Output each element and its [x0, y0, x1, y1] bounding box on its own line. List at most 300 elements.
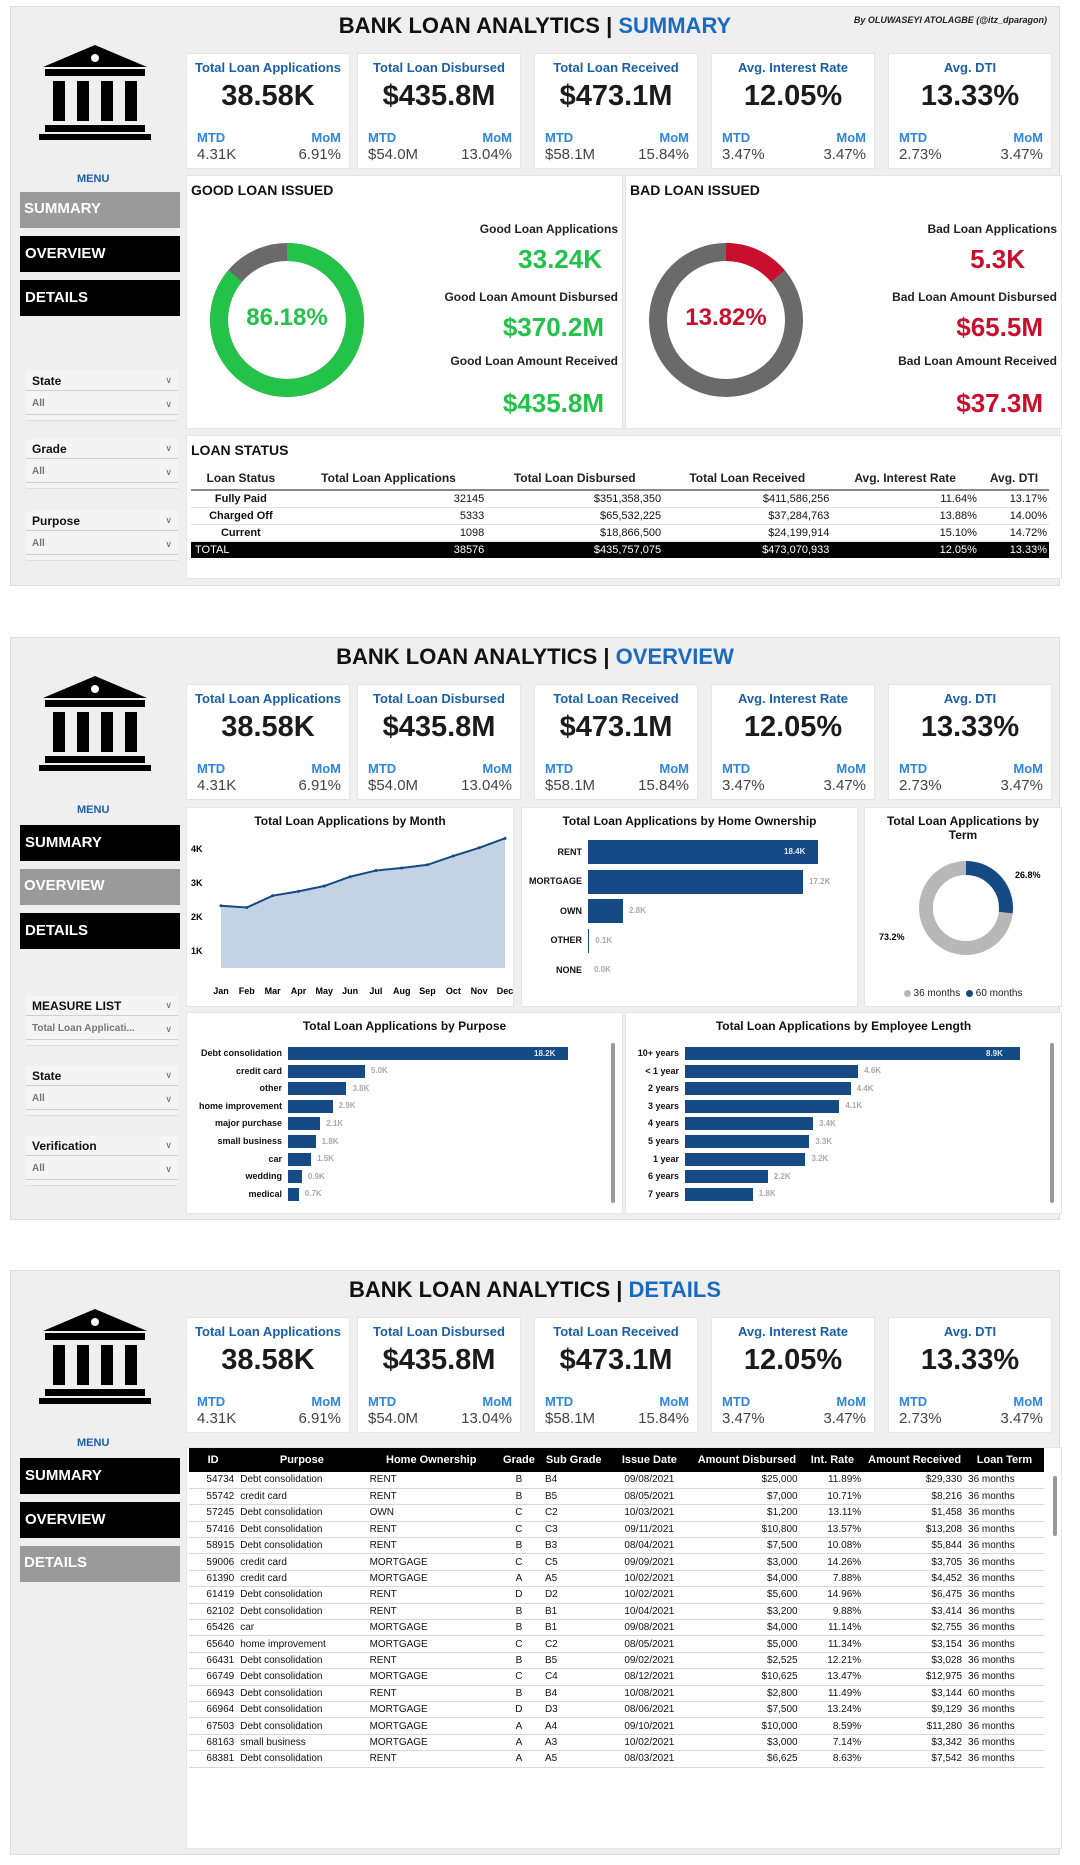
column-header[interactable]: Avg. DTI [979, 466, 1049, 490]
term-donut-chart [865, 808, 1063, 1008]
category-label: 6 years [647, 1171, 679, 1182]
table-cell: $3,028 [864, 1652, 965, 1668]
total-cell: $435,757,075 [486, 541, 663, 558]
kpi-mtd-label: MTD [368, 130, 397, 145]
bar[interactable] [685, 1047, 1020, 1060]
table-cell: $3,414 [864, 1603, 965, 1619]
kpi-title: Avg. DTI [943, 60, 997, 75]
table-cell: $37,284,763 [663, 507, 831, 524]
kpi-card [888, 1317, 1052, 1433]
table-cell: credit card [237, 1554, 366, 1570]
table-cell: 36 months [965, 1554, 1044, 1570]
bank-logo-icon [39, 41, 151, 141]
bar-value-label: 4.6K [864, 1066, 882, 1076]
category-label: credit card [235, 1065, 282, 1076]
slicer-value[interactable]: All [26, 393, 178, 415]
data-point[interactable] [323, 885, 326, 888]
bar[interactable] [288, 1170, 302, 1183]
table-cell: 36 months [965, 1587, 1044, 1603]
table-cell: 66431 [189, 1652, 237, 1668]
scrollbar[interactable] [611, 1043, 615, 1203]
table-cell: $13,208 [864, 1521, 965, 1537]
data-point[interactable] [245, 906, 248, 909]
table-cell: C [496, 1554, 542, 1570]
kpi-mom-value: 13.04% [461, 1410, 512, 1427]
kpi-mom-label: MoM [1013, 130, 1043, 145]
nav-details-button[interactable]: DETAILS [20, 913, 180, 949]
details-page [10, 1270, 1060, 1855]
table-cell: 5333 [291, 507, 487, 524]
table-cell: MORTGAGE [367, 1734, 496, 1750]
kpi-card [888, 684, 1052, 800]
table-row[interactable] [189, 1488, 1044, 1504]
x-tick-label: May [315, 986, 334, 996]
kpi-title: Avg. Interest Rate [737, 1324, 849, 1339]
kpi-mtd-label: MTD [722, 1394, 751, 1409]
category-label: RENT [557, 846, 582, 857]
bar[interactable] [685, 1188, 753, 1201]
table-cell: D2 [542, 1587, 606, 1603]
x-tick-label: Dec [496, 986, 514, 996]
column-header[interactable]: Loan Status [191, 466, 291, 490]
x-tick-label: Aug [392, 986, 411, 996]
table-cell: B4 [542, 1472, 606, 1488]
table-cell: $6,625 [693, 1751, 800, 1767]
column-header[interactable]: Total Loan Received [663, 466, 831, 490]
kpi-mom-value: 13.04% [461, 777, 512, 794]
data-point[interactable] [271, 894, 274, 897]
bar-value-label: 1.5K [317, 1154, 334, 1164]
table-cell: B1 [542, 1603, 606, 1619]
kpi-mom-value: 15.84% [638, 146, 689, 163]
state-slicer[interactable] [26, 1066, 178, 1116]
kpi-mtd-value: 3.47% [722, 1410, 765, 1427]
table-row[interactable] [189, 1701, 1044, 1717]
chevron-down-icon[interactable]: ∨ [165, 1000, 172, 1010]
scrollbar[interactable] [1050, 1043, 1054, 1203]
category-label: 10+ years [637, 1048, 679, 1058]
legend-36-label: 36 months [913, 988, 961, 999]
data-point[interactable] [452, 854, 455, 857]
kpi-mom-label: MoM [836, 1394, 866, 1409]
kpi-title: Avg. Interest Rate [737, 60, 849, 75]
bar-value-label: 17.2K [809, 876, 831, 886]
bar[interactable] [588, 870, 803, 894]
kpi-mtd-value: 2.73% [899, 777, 942, 794]
table-cell: Debt consolidation [237, 1505, 366, 1521]
category-label: 2 years [647, 1083, 679, 1094]
kpi-mom-value: 6.91% [298, 146, 341, 163]
nav-summary-button[interactable]: SUMMARY [20, 192, 180, 228]
table-row[interactable] [191, 507, 1049, 524]
table-cell: A5 [542, 1570, 606, 1586]
nav-overview-button[interactable]: OVERVIEW [20, 869, 180, 905]
table-cell: $3,705 [864, 1554, 965, 1570]
kpi-mom-label: MoM [659, 1394, 689, 1409]
data-point[interactable] [478, 846, 481, 849]
table-cell: $9,129 [864, 1701, 965, 1717]
table-cell: Debt consolidation [237, 1718, 366, 1734]
chevron-down-icon[interactable]: ∨ [165, 443, 172, 453]
slicer-value[interactable]: All [26, 1088, 178, 1110]
bar-value-label: 18.2K [534, 1048, 556, 1058]
table-cell: 36 months [965, 1718, 1044, 1734]
table-cell: 36 months [965, 1472, 1044, 1488]
menu-label: MENU [77, 1437, 110, 1449]
kpi-value: $435.8M [382, 80, 496, 112]
table-row[interactable] [189, 1669, 1044, 1685]
verification-slicer[interactable] [26, 1136, 178, 1186]
table-row[interactable] [189, 1652, 1044, 1668]
column-header[interactable]: Int. Rate [801, 1448, 865, 1472]
table-cell: $2,755 [864, 1620, 965, 1636]
category-label: < 1 year [645, 1065, 679, 1076]
bar-value-label: 5.0K [370, 1066, 388, 1076]
table-cell: A [496, 1734, 542, 1750]
table-cell: 09/02/2021 [606, 1652, 694, 1668]
table-cell: 13.88% [831, 507, 979, 524]
table-row[interactable] [189, 1521, 1044, 1537]
bar-value-label: 2.2K [773, 1171, 791, 1181]
category-label: Debt consolidation [201, 1048, 282, 1058]
data-point[interactable] [297, 890, 300, 893]
table-cell: $5,600 [693, 1587, 800, 1603]
table-row[interactable] [189, 1620, 1044, 1636]
table-cell: 61390 [189, 1570, 237, 1586]
table-row[interactable] [189, 1734, 1044, 1750]
kpi-title: Total Loan Disbursed [373, 1324, 505, 1339]
bar[interactable] [685, 1117, 813, 1130]
table-cell: RENT [367, 1521, 496, 1537]
table-cell: 36 months [965, 1488, 1044, 1504]
good-loan-heading: GOOD LOAN ISSUED [191, 182, 334, 198]
category-label: 7 years [647, 1188, 679, 1199]
month-area-chart [187, 808, 515, 1008]
grade-slicer[interactable] [26, 439, 178, 489]
table-cell: $7,500 [693, 1538, 800, 1554]
bar[interactable] [588, 929, 589, 953]
bar-value-label: 2.1K [326, 1118, 344, 1128]
table-cell: $4,000 [693, 1620, 800, 1636]
kpi-card [711, 1317, 875, 1433]
table-row[interactable] [189, 1538, 1044, 1554]
column-header[interactable]: Grade [496, 1448, 542, 1472]
table-cell: 36 months [965, 1636, 1044, 1652]
page-title: BANK LOAN ANALYTICS | SUMMARY [338, 13, 732, 38]
table-cell: home improvement [237, 1636, 366, 1652]
table-row[interactable] [189, 1636, 1044, 1652]
good-recv-value: $435.8M [502, 388, 604, 418]
table-cell: 59006 [189, 1554, 237, 1570]
table-cell: 65640 [189, 1636, 237, 1652]
kpi-mom-value: 6.91% [298, 1410, 341, 1427]
chevron-down-icon[interactable]: ∨ [165, 1164, 172, 1174]
table-row[interactable] [189, 1472, 1044, 1488]
bar[interactable] [288, 1047, 568, 1060]
table-cell: 8.63% [801, 1751, 865, 1767]
table-cell: RENT [367, 1751, 496, 1767]
kpi-mom-label: MoM [482, 130, 512, 145]
loan-status-table [191, 466, 1049, 558]
bar[interactable] [685, 1135, 809, 1148]
bar-value-label: 3.3K [815, 1136, 833, 1146]
table-cell: $18,866,500 [486, 524, 663, 541]
bar[interactable] [288, 1065, 365, 1078]
table-cell: D3 [542, 1701, 606, 1717]
table-cell: C5 [542, 1554, 606, 1570]
kpi-mtd-value: 4.31K [197, 1410, 237, 1427]
table-cell: 57245 [189, 1505, 237, 1521]
chevron-down-icon[interactable]: ∨ [165, 375, 172, 385]
column-header[interactable]: Total Loan Applications [291, 466, 487, 490]
bank-logo-icon [39, 672, 151, 772]
column-header[interactable]: ID [189, 1448, 237, 1472]
table-cell: $3,144 [864, 1685, 965, 1701]
kpi-card [186, 1317, 350, 1433]
bar[interactable] [288, 1117, 320, 1130]
column-header[interactable]: Issue Date [606, 1448, 694, 1472]
table-cell: A [496, 1751, 542, 1767]
table-row[interactable] [189, 1751, 1044, 1767]
category-label: 4 years [647, 1118, 679, 1129]
bar[interactable] [685, 1153, 805, 1166]
chevron-down-icon[interactable]: ∨ [165, 1140, 172, 1150]
bar[interactable] [288, 1100, 333, 1113]
good-apps-value: 33.24K [518, 244, 602, 274]
purpose-slicer[interactable] [26, 511, 178, 561]
bar[interactable] [588, 899, 623, 923]
table-row[interactable] [189, 1587, 1044, 1603]
table-cell: 8.59% [801, 1718, 865, 1734]
table-cell: A [496, 1718, 542, 1734]
table-cell: Debt consolidation [237, 1701, 366, 1717]
good-disb-label: Good Loan Amount Disbursed [444, 290, 618, 304]
data-point[interactable] [504, 837, 507, 840]
table-cell: Debt consolidation [237, 1652, 366, 1668]
good-loan-card [186, 175, 623, 429]
slicer-value[interactable]: All [26, 1158, 178, 1180]
kpi-value: $473.1M [559, 1344, 673, 1376]
table-row[interactable] [189, 1685, 1044, 1701]
table-cell: Debt consolidation [237, 1603, 366, 1619]
data-point[interactable] [426, 863, 429, 866]
measure-list-slicer[interactable] [26, 996, 178, 1046]
kpi-mom-label: MoM [836, 761, 866, 776]
nav-overview-button[interactable]: OVERVIEW [20, 236, 180, 272]
table-row[interactable] [189, 1505, 1044, 1521]
kpi-title: Avg. DTI [943, 1324, 997, 1339]
bad-disb-value: $65.5M [956, 312, 1043, 342]
table-cell: 60 months [965, 1685, 1044, 1701]
column-header[interactable]: Avg. Interest Rate [831, 466, 979, 490]
slicer-label: Grade [26, 439, 178, 459]
kpi-value: 12.05% [743, 711, 843, 743]
table-cell: B5 [542, 1652, 606, 1668]
chevron-down-icon[interactable]: ∨ [165, 515, 172, 525]
bar[interactable] [288, 1153, 311, 1166]
table-cell: 09/08/2021 [606, 1620, 694, 1636]
kpi-mom-label: MoM [659, 761, 689, 776]
table-cell: 36 months [965, 1620, 1044, 1636]
bar-value-label: 1.8K [321, 1136, 339, 1146]
column-header[interactable]: Purpose [237, 1448, 366, 1472]
bar-value-label: 4.1K [845, 1101, 863, 1111]
table-cell: $2,800 [693, 1685, 800, 1701]
table-cell: 10/02/2021 [606, 1587, 694, 1603]
total-cell: 13.33% [979, 541, 1049, 558]
table-cell: B1 [542, 1620, 606, 1636]
table-cell: 62102 [189, 1603, 237, 1619]
table-cell: 11.89% [801, 1472, 865, 1488]
kpi-mtd-label: MTD [545, 130, 574, 145]
kpi-value: $473.1M [559, 80, 673, 112]
chevron-down-icon[interactable]: ∨ [165, 399, 172, 409]
state-slicer[interactable] [26, 371, 178, 421]
category-label: 5 years [647, 1136, 679, 1146]
slicer-label: MEASURE LIST [26, 996, 178, 1016]
bar[interactable] [288, 1135, 316, 1148]
good-recv-label: Good Loan Amount Received [450, 354, 618, 368]
nav-summary-button[interactable]: SUMMARY [20, 1458, 180, 1494]
kpi-mom-label: MoM [311, 1394, 341, 1409]
kpi-mtd-value: 2.73% [899, 146, 942, 163]
table-row[interactable] [189, 1554, 1044, 1570]
bad-apps-label: Bad Loan Applications [927, 222, 1057, 236]
menu-label: MENU [77, 804, 110, 816]
table-cell: $25,000 [693, 1472, 800, 1488]
table-row[interactable] [191, 490, 1049, 507]
total-cell: $473,070,933 [663, 541, 831, 558]
table-cell: 55742 [189, 1488, 237, 1504]
slicer-value[interactable]: All [26, 461, 178, 483]
kpi-value: 12.05% [743, 80, 843, 112]
table-cell: C2 [542, 1505, 606, 1521]
table-cell: 66749 [189, 1669, 237, 1685]
table-cell: Debt consolidation [237, 1538, 366, 1554]
bar[interactable] [288, 1188, 299, 1201]
scrollbar[interactable] [1053, 1476, 1057, 1536]
nav-details-button[interactable]: DETAILS [20, 280, 180, 316]
bar[interactable] [685, 1065, 858, 1078]
legend-60-label: 60 months [975, 988, 1023, 999]
nav-overview-button[interactable]: OVERVIEW [20, 1502, 180, 1538]
kpi-mom-value: 3.47% [823, 1410, 866, 1427]
table-cell: 10/03/2021 [606, 1505, 694, 1521]
table-cell: Debt consolidation [237, 1587, 366, 1603]
kpi-title: Total Loan Received [553, 691, 679, 706]
kpi-card [711, 684, 875, 800]
table-cell: 08/05/2021 [606, 1488, 694, 1504]
chevron-down-icon[interactable]: ∨ [165, 1024, 172, 1034]
table-cell: C4 [542, 1669, 606, 1685]
slicer-label: Verification [26, 1136, 178, 1156]
data-point[interactable] [400, 867, 403, 870]
table-cell: 36 months [965, 1652, 1044, 1668]
slice-label-60: 26.8% [1015, 870, 1041, 880]
table-cell: 1098 [291, 524, 487, 541]
category-label: home improvement [198, 1100, 282, 1111]
kpi-mtd-value: $54.0M [368, 146, 419, 163]
table-cell: $4,452 [864, 1570, 965, 1586]
bar-value-label: 0.9K [307, 1171, 325, 1181]
column-header[interactable]: Home Ownership [367, 1448, 496, 1472]
data-point[interactable] [220, 904, 223, 907]
kpi-mom-label: MoM [1013, 761, 1043, 776]
kpi-title: Avg. DTI [943, 691, 997, 706]
loan-status-heading: LOAN STATUS [191, 442, 289, 458]
table-cell: $12,975 [864, 1669, 965, 1685]
table-cell: A4 [542, 1718, 606, 1734]
table-row[interactable] [191, 524, 1049, 541]
table-cell: 36 months [965, 1521, 1044, 1537]
category-label: major purchase [214, 1118, 282, 1129]
column-header[interactable]: Total Loan Disbursed [486, 466, 663, 490]
table-cell: 10/02/2021 [606, 1570, 694, 1586]
data-point[interactable] [349, 875, 352, 878]
kpi-mtd-label: MTD [197, 761, 226, 776]
column-header[interactable]: Loan Term [965, 1448, 1044, 1472]
table-row[interactable] [189, 1603, 1044, 1619]
bar[interactable] [685, 1100, 839, 1113]
bad-loan-heading: BAD LOAN ISSUED [630, 182, 760, 198]
bar-value-label: 4.4K [856, 1083, 874, 1093]
column-header[interactable]: Sub Grade [542, 1448, 606, 1472]
table-cell: 08/03/2021 [606, 1751, 694, 1767]
table-cell: A5 [542, 1751, 606, 1767]
chevron-down-icon[interactable]: ∨ [165, 539, 172, 549]
table-cell: 11.14% [801, 1620, 865, 1636]
column-header[interactable]: Amount Disbursed [693, 1448, 800, 1472]
area-fill [221, 838, 505, 968]
bar[interactable] [685, 1170, 768, 1183]
table-cell: D [496, 1701, 542, 1717]
slicer-value[interactable]: All [26, 533, 178, 555]
column-header[interactable]: Amount Received [864, 1448, 965, 1472]
table-cell: 68163 [189, 1734, 237, 1750]
nav-details-button[interactable]: DETAILS [20, 1546, 180, 1582]
kpi-mtd-value: 2.73% [899, 1410, 942, 1427]
table-cell: $1,458 [864, 1505, 965, 1521]
slicer-value[interactable]: Total Loan Applicati... [26, 1018, 178, 1040]
kpi-card [711, 53, 875, 169]
kpi-mom-value: 13.04% [461, 146, 512, 163]
table-row[interactable] [189, 1570, 1044, 1586]
chevron-down-icon[interactable]: ∨ [165, 1094, 172, 1104]
chevron-down-icon[interactable]: ∨ [165, 1070, 172, 1080]
table-cell: $11,280 [864, 1718, 965, 1734]
table-cell: $3,200 [693, 1603, 800, 1619]
kpi-card [534, 53, 698, 169]
table-row[interactable] [189, 1718, 1044, 1734]
table-cell: 36 months [965, 1734, 1044, 1750]
bar-value-label: 18.4K [784, 847, 806, 856]
table-cell: 7.14% [801, 1734, 865, 1750]
kpi-mtd-value: 4.31K [197, 777, 237, 794]
nav-summary-button[interactable]: SUMMARY [20, 825, 180, 861]
table-cell: B [496, 1652, 542, 1668]
bar[interactable] [685, 1082, 851, 1095]
data-point[interactable] [374, 869, 377, 872]
kpi-mtd-label: MTD [197, 130, 226, 145]
chevron-down-icon[interactable]: ∨ [165, 467, 172, 477]
kpi-title: Total Loan Applications [195, 60, 341, 75]
kpi-mtd-value: $58.1M [545, 1410, 596, 1427]
bar[interactable] [288, 1082, 346, 1095]
table-cell: 36 months [965, 1538, 1044, 1554]
bad-loan-card [625, 175, 1062, 429]
kpi-mom-label: MoM [311, 761, 341, 776]
table-cell: 67503 [189, 1718, 237, 1734]
